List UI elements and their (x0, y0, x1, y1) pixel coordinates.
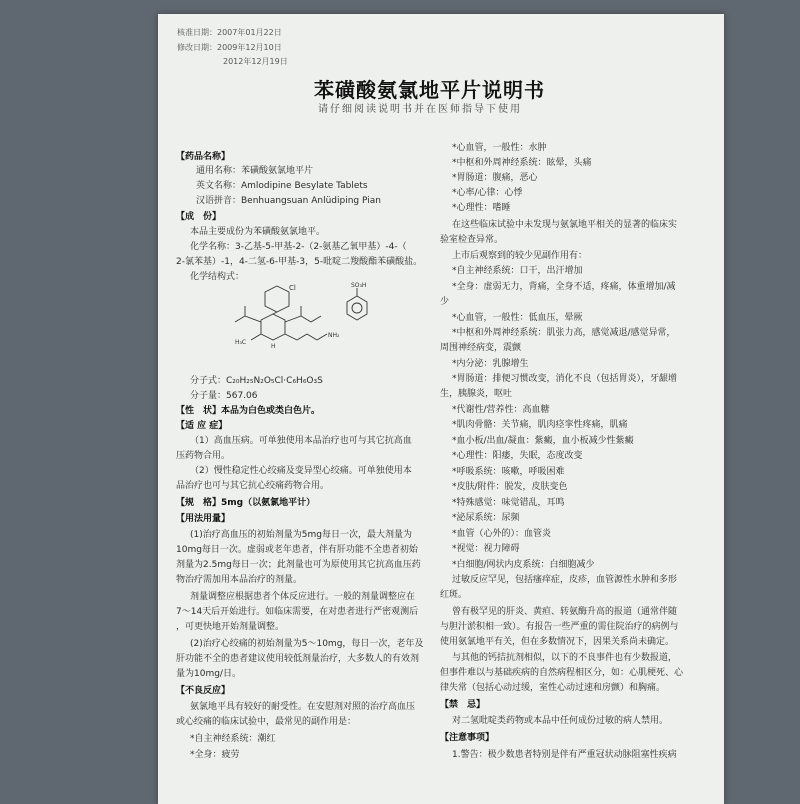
right-line-31: 曾有极罕见的肝炎、黄疸、转氨酶升高的报道（通常伴随 (452, 607, 678, 617)
structure-label: 化学结构式： (190, 272, 245, 282)
revision-date-2: 2012年12月19日 (223, 57, 288, 66)
molecular-formula: 分子式：C₂₀H₂₅N₂O₅Cl·C₆H₆O₃S (190, 376, 323, 386)
approval-date: 核准日期：2007年01月22日 (177, 28, 282, 37)
right-line-15: *内分泌：乳腺增生 (452, 359, 529, 369)
adverse-line-3: *自主神经系统：潮红 (190, 734, 276, 744)
section-specification: 【规 格】5mg（以氨氯地平计） (176, 498, 316, 508)
right-line-17: 生，胰腺炎，呕吐 (440, 389, 513, 399)
right-line-19: *肌肉骨骼：关节痛，肌肉痉挛性疼痛，肌痛 (452, 420, 628, 430)
generic-name: 通用名称：苯磺酸氨氯地平片 (196, 166, 314, 176)
indication-2a: （2）慢性稳定性心绞痛及变异型心绞痛。可单独使用本 (190, 466, 412, 476)
nh2-label: NH₂ (328, 332, 340, 339)
pinyin-name: 汉语拼音：Benhuangsuan Anlüdiping Pian (196, 196, 381, 206)
right-line-18: *代谢性/营养性：高血糖 (452, 405, 550, 415)
document-subtitle: 请仔细阅读说明书并在医师指导下使用 (318, 104, 522, 115)
right-line-11: 少 (440, 297, 450, 307)
chemical-name-line2: 2-氯苯基）-1，4-二氢-6-甲基-3，5-吡啶二羧酸酯苯磺酸盐。 (176, 257, 423, 267)
right-line-12: *心血管，一般性：低血压，晕厥 (452, 313, 583, 323)
section-drug-name: 【药品名称】 (176, 152, 231, 162)
usage-line-8: (2)治疗心绞痛的初始剂量为5～10mg，每日一次，老年及 (190, 639, 424, 649)
usage-line-5: 剂量调整应根据患者个体反应进行。一般的剂量调整应在 (190, 592, 416, 602)
right-line-35: 但事件难以与基础疾病的自然病程相区分，如：心肌梗死、心 (440, 668, 684, 678)
right-line-1: *心血管，一般性：水肿 (452, 143, 547, 153)
adverse-line-4: *全身：疲劳 (190, 750, 240, 760)
right-line-33: 使用氨氯地平有关，但在多数情况下，因果关系尚未确定。 (440, 637, 675, 647)
right-line-24: *特殊感觉：味觉错乱，耳鸣 (452, 498, 565, 508)
right-line-9: *自主神经系统：口干，出汗增加 (452, 266, 583, 276)
right-line-37: 对二氢吡啶类药物或本品中任何成份过敏的病人禁用。 (452, 716, 669, 726)
revision-date: 修改日期：2009年12月10日 (177, 43, 282, 52)
right-line-6: 在这些临床试验中未发现与氨氯地平相关的显著的临床实 (452, 220, 678, 230)
english-name: 英文名称：Amlodipine Besylate Tablets (196, 181, 368, 191)
usage-line-10: 量为10mg/日。 (176, 669, 241, 679)
chemical-structure-diagram (205, 282, 415, 372)
right-line-34: 与其他的钙拮抗剂相似，以下的不良事件也有少数报道， (452, 653, 678, 663)
ch3-label: H₃C (235, 339, 247, 346)
right-line-36: 律失常（包括心动过缓，室性心动过速和房颤）和胸痛。 (440, 683, 666, 693)
section-composition: 【成 份】 (176, 212, 222, 222)
right-line-14: 周围神经病变，震颤 (440, 343, 522, 353)
composition-text: 本品主要成份为苯磺酸氨氯地平。 (190, 227, 326, 237)
right-line-26: *血管（心外的）：血管炎 (452, 529, 552, 539)
right-line-25: *泌尿系统：尿频 (452, 513, 520, 523)
right-line-7: 验室检查异常。 (440, 235, 504, 245)
so3h-label: SO₃H (351, 282, 367, 289)
right-line-30: 红斑。 (440, 590, 468, 600)
usage-line-9: 肝功能不全的患者建议使用较低剂量治疗，大多数人的有效剂 (176, 654, 420, 664)
usage-line-7: ，可更快地开始剂量调整。 (176, 622, 285, 632)
right-line-13: *中枢和外周神经系统：肌张力高，感觉减退/感觉异常， (452, 328, 676, 338)
usage-line-4: 物治疗需加用本品治疗的剂量。 (176, 575, 303, 585)
right-line-4: *心率/心律：心悸 (452, 188, 523, 198)
adverse-line-2: 或心绞痛的临床试验中，最常见的副作用是： (176, 717, 357, 727)
cl-label: Cl (289, 284, 296, 292)
usage-line-1: (1)治疗高血压的初始剂量为5mg每日一次，最大剂量为 (190, 530, 412, 540)
indication-1b: 压药物合用。 (176, 451, 231, 461)
right-line-5: *心理性：嗜睡 (452, 203, 511, 213)
right-line-16: *胃肠道：排便习惯改变，消化不良（包括胃炎），牙龈增 (452, 374, 678, 384)
adverse-line-1: 氨氯地平具有较好的耐受性。在安慰剂对照的治疗高血压 (190, 702, 416, 712)
section-properties: 【性 状】本品为白色或类白色片。 (176, 406, 321, 416)
right-line-38: 1.警告：极少数患者特别是伴有严重冠状动脉阻塞性疾病 (452, 750, 677, 760)
right-line-32: 与胆汁淤积相一致）。有报告一些严重的需住院治疗的病例与 (440, 622, 679, 632)
right-line-20: *血小板/出血/凝血：紫癜，血小板减少性紫癜 (452, 436, 634, 446)
right-line-23: *皮肤/附件：脱发，皮肤变色 (452, 482, 568, 492)
usage-line-2: 10mg每日一次。虚弱或老年患者，伴有肝功能不全患者初始 (176, 545, 418, 555)
right-line-3: *胃肠道：腹痛，恶心 (452, 173, 538, 183)
usage-line-3: 剂量为2.5mg每日一次；此剂量也可为原使用其它抗高血压药 (176, 560, 421, 570)
h-label: H (271, 343, 276, 350)
section-adverse: 【不良反应】 (176, 686, 231, 696)
right-line-22: *呼吸系统：咳嗽，呼吸困难 (452, 467, 565, 477)
section-contraindications: 【禁 忌】 (440, 700, 486, 710)
section-usage: 【用法用量】 (176, 514, 231, 524)
right-line-29: 过敏反应罕见，包括瘙痒症，皮疹，血管源性水肿和多形 (452, 575, 678, 585)
right-line-28: *白细胞/网状内皮系统：白细胞减少 (452, 560, 595, 570)
section-indications: 【适 应 症】 (176, 421, 228, 431)
document-title: 苯磺酸氨氯地平片说明书 (314, 78, 545, 102)
right-line-8: 上市后观察到的较少见副作用有： (452, 251, 588, 261)
right-line-21: *心理性：阳痿，失眠，态度改变 (452, 451, 583, 461)
indication-1a: （1）高血压病。可单独使用本品治疗也可与其它抗高血 (190, 436, 412, 446)
section-precautions: 【注意事项】 (440, 733, 495, 743)
right-line-2: *中枢和外周神经系统：眩晕，头痛 (452, 158, 592, 168)
right-line-27: *视觉：视力障碍 (452, 544, 520, 554)
right-line-10: *全身：虚弱无力，背痛，全身不适，疼痛，体重增加/减 (452, 282, 676, 292)
molecular-weight: 分子量：567.06 (190, 391, 258, 401)
usage-line-6: 7～14天后开始进行。如临床需要，在对患者进行严密观测后 (176, 607, 419, 617)
chemical-name-line1: 化学名称：3-乙基-5-甲基-2-（2-氨基乙氧甲基）-4-（ (190, 242, 407, 252)
indication-2b: 品治疗也可与其它抗心绞痛药物合用。 (176, 481, 330, 491)
